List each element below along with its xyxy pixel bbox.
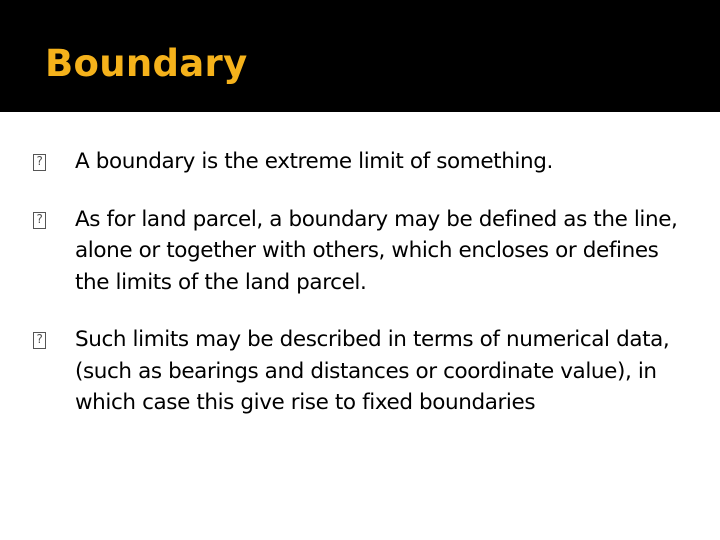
bullet-list [33, 146, 693, 419]
missing-glyph-icon: ? [33, 332, 46, 349]
bullet-text: A boundary is the extreme limit of something. [75, 149, 553, 174]
missing-glyph-icon: ? [33, 212, 46, 229]
slide-title: Boundary [45, 42, 248, 85]
bullet-text: Such limits may be described in terms of numerical data, (such as bearings and distances or coordinate value), in which case this give rise to fixed boundaries [75, 327, 670, 415]
title-bar [0, 0, 720, 112]
bullet-item [33, 146, 693, 178]
bullet-text: As for land parcel, a boundary may be defined as the line, alone or together with others, which encloses or defines the limits of the land parcel. [75, 206, 678, 295]
missing-glyph-icon: ? [33, 154, 46, 171]
bullet-item [33, 204, 693, 299]
bullet-item [33, 324, 693, 419]
